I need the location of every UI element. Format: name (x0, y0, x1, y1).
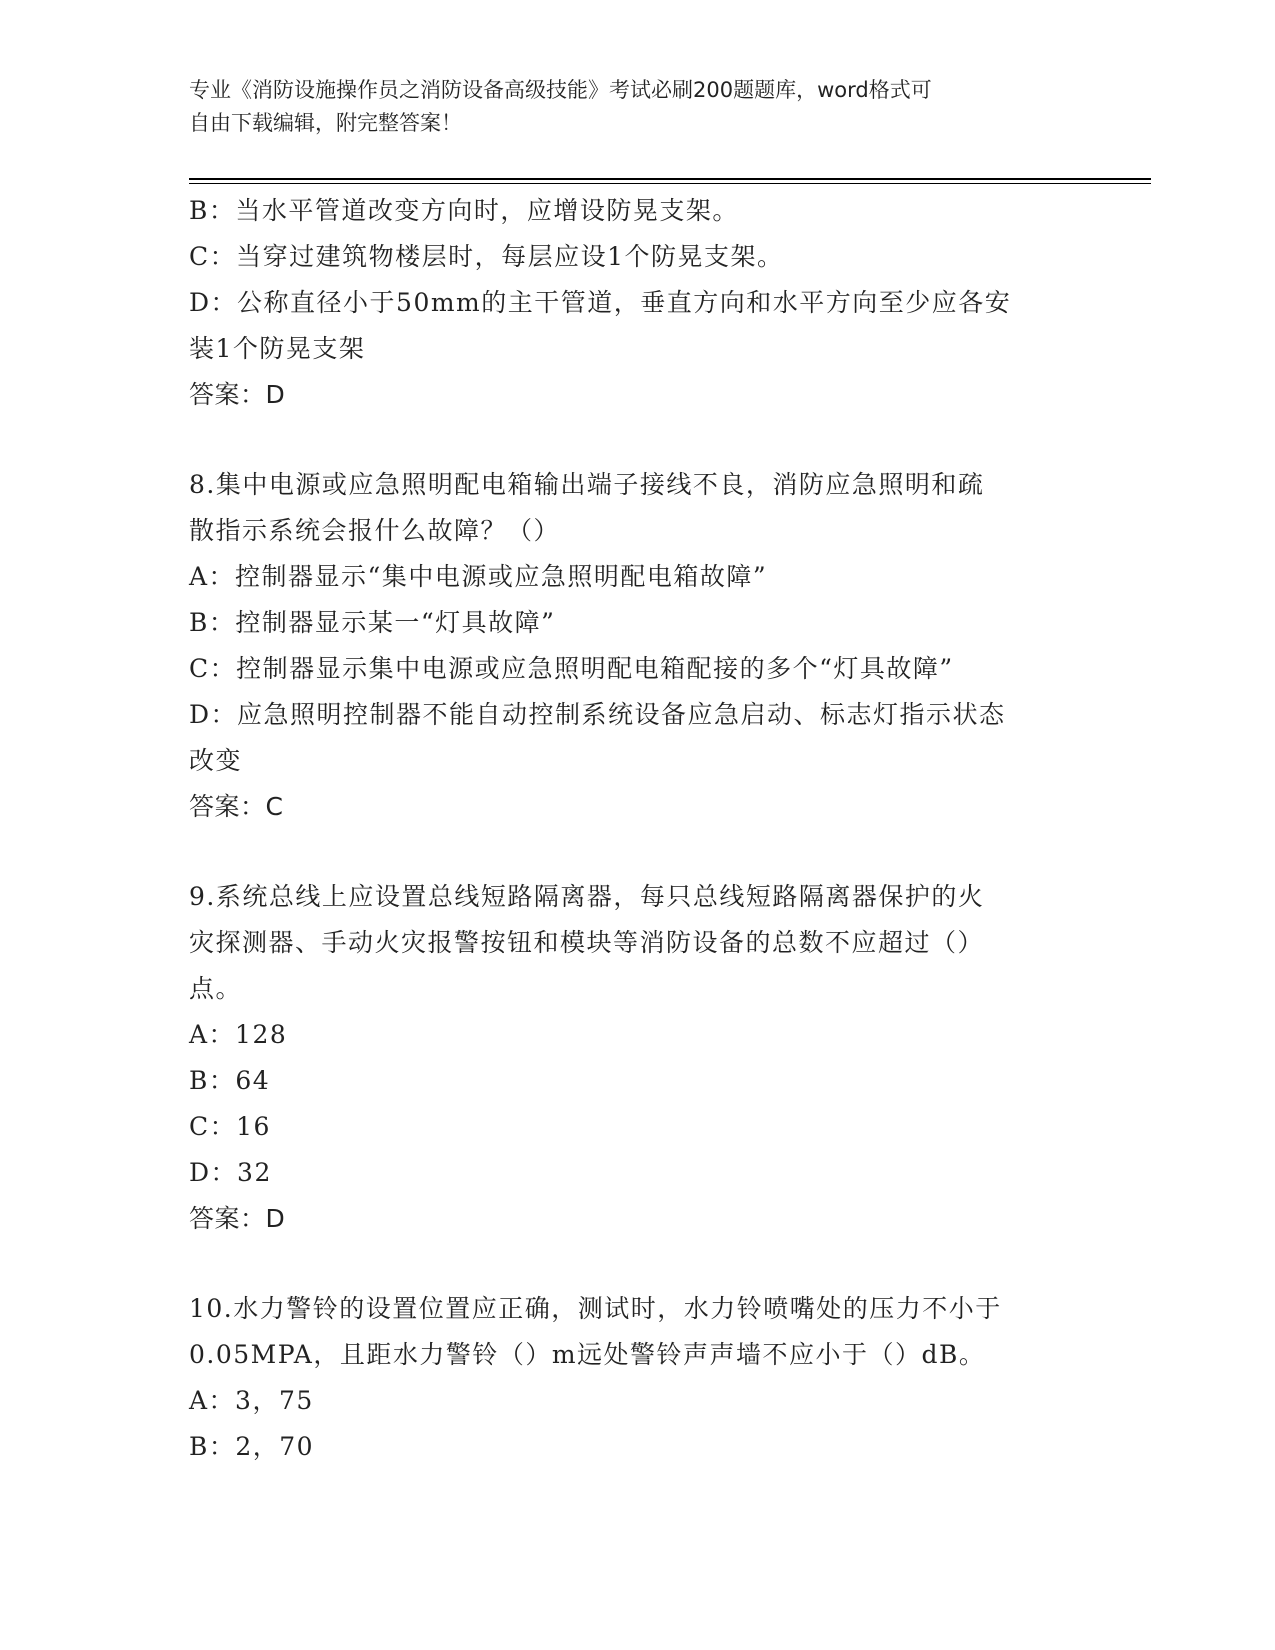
option-c: C：当穿过建筑物楼层时，每层应设1个防晃支架。 (189, 242, 784, 271)
option-c: C：16 (189, 1112, 271, 1141)
question-stem: 10.水力警铃的设置位置应正确，测试时，水力铃喷嘴处的压力不小于 (189, 1294, 1002, 1323)
option-a: A：128 (189, 1020, 288, 1049)
spacer (189, 830, 1089, 874)
option-b: B：2，70 (189, 1432, 315, 1461)
option-d: D：公称直径小于50mm的主干管道，垂直方向和水平方向至少应各安 (189, 288, 1012, 317)
option-c: C：控制器显示集中电源或应急照明配电箱配接的多个“灯具故障” (189, 654, 954, 683)
spacer (189, 1242, 1089, 1286)
option-d-continued: 改变 (189, 746, 243, 775)
document-header (189, 74, 1089, 140)
option-a: A：3，75 (189, 1386, 314, 1415)
answer: 答案：D (189, 380, 286, 409)
question-7-continued (189, 188, 1089, 418)
question-stem-continued: 点。 (189, 974, 243, 1003)
question-list (189, 188, 1089, 1470)
option-a: A：控制器显示“集中电源或应急照明配电箱故障” (189, 562, 768, 591)
answer: 答案：D (189, 1204, 286, 1233)
question-stem: 8.集中电源或应急照明配电箱输出端子接线不良，消防应急照明和疏 (189, 470, 985, 499)
question-10 (189, 1286, 1089, 1470)
question-8 (189, 462, 1089, 830)
option-b: B：当水平管道改变方向时，应增设防晃支架。 (189, 196, 739, 225)
question-stem-continued: 灾探测器、手动火灾报警按钮和模块等消防设备的总数不应超过（） (189, 928, 985, 957)
option-d: D：应急照明控制器不能自动控制系统设备应急启动、标志灯指示状态 (189, 700, 1006, 729)
question-stem-continued: 0.05MPA，且距水力警铃（）m远处警铃声声墙不应小于（）dB。 (189, 1340, 986, 1369)
question-stem: 9.系统总线上应设置总线短路隔离器，每只总线短路隔离器保护的火 (189, 882, 985, 911)
header-title-line-2: 自由下载编辑，附完整答案！ (189, 111, 462, 135)
answer: 答案：C (189, 792, 284, 821)
header-rule-thin (189, 183, 1151, 184)
header-title-line-1: 专业《消防设施操作员之消防设备高级技能》考试必刷200题题库，word格式可 (189, 78, 932, 102)
spacer (189, 418, 1089, 462)
option-b: B：64 (189, 1066, 271, 1095)
option-b: B：控制器显示某一“灯具故障” (189, 608, 556, 637)
question-9 (189, 874, 1089, 1242)
header-rule-thick (189, 178, 1151, 180)
question-stem-continued: 散指示系统会报什么故障？（） (189, 516, 561, 545)
option-d-continued: 装1个防晃支架 (189, 334, 366, 363)
option-d: D：32 (189, 1158, 272, 1187)
